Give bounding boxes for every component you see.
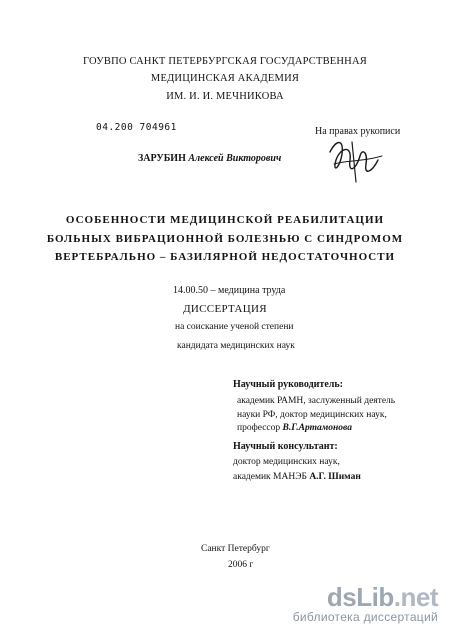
city: Санкт Петербург [201,544,270,554]
thesis-title-line-1: ОСОБЕННОСТИ МЕДИЦИНСКОЙ РЕАБИЛИТАЦИИ [65,214,385,226]
consultant-heading: Научный консультант: [233,441,338,452]
specialty-code: 14.00.50 – медицина труда [173,285,286,296]
institution-line-3: ИМ. И. И. МЕЧНИКОВА [166,91,284,102]
degree-line-2: кандидата медицинских наук [177,341,295,351]
supervisor-line-2: науки РФ, доктор медицинских наук, [237,410,387,420]
thesis-title-line-3: ВЕРТЕБРАЛЬНО – БАЗИЛЯРНОЙ НЕДОСТАТОЧНОСТИ [54,251,396,263]
consultant-title: академик МАНЭБ [233,472,307,482]
handwritten-signature [322,130,392,190]
institution-line-1: ГОУВПО САНКТ ПЕТЕРБУРГСКАЯ ГОСУДАРСТВЕННАЯ [83,56,367,67]
author-name [138,153,281,164]
watermark-logo-tld: .net [393,582,438,612]
manuscript-label: На правах рукописи [315,126,401,137]
watermark-logo [293,584,438,610]
consultant-line-2 [233,472,361,482]
watermark-logo-main: dsLib [326,582,394,612]
author-surname: ЗАРУБИН [138,153,186,164]
registration-number: 04.200 704961 [96,122,177,133]
watermark-tagline: библиотека диссертаций [292,610,438,624]
degree-line-1: на соискание ученой степени [175,322,294,332]
supervisor-line-1: академик РАМН, заслуженный деятель [237,396,396,406]
supervisor-line-3 [237,423,352,433]
document-type: ДИССЕРТАЦИЯ [183,303,267,315]
supervisor-name: В.Г.Артамонова [282,423,352,433]
institution-line-2: МЕДИЦИНСКАЯ АКАДЕМИЯ [150,73,300,84]
year: 2006 г [228,560,254,570]
supervisor-title: профессор [237,423,281,433]
consultant-name: А.Г. Шиман [309,472,361,482]
author-given-names: Алексей Викторович [188,153,282,164]
consultant-line-1: доктор медицинских наук, [233,457,340,467]
watermark [293,584,438,624]
thesis-title-line-2: БОЛЬНЫХ ВИБРАЦИОННОЙ БОЛЕЗНЬЮ С СИНДРОМОМ [46,233,404,245]
supervisor-heading: Научный руководитель: [233,379,343,390]
